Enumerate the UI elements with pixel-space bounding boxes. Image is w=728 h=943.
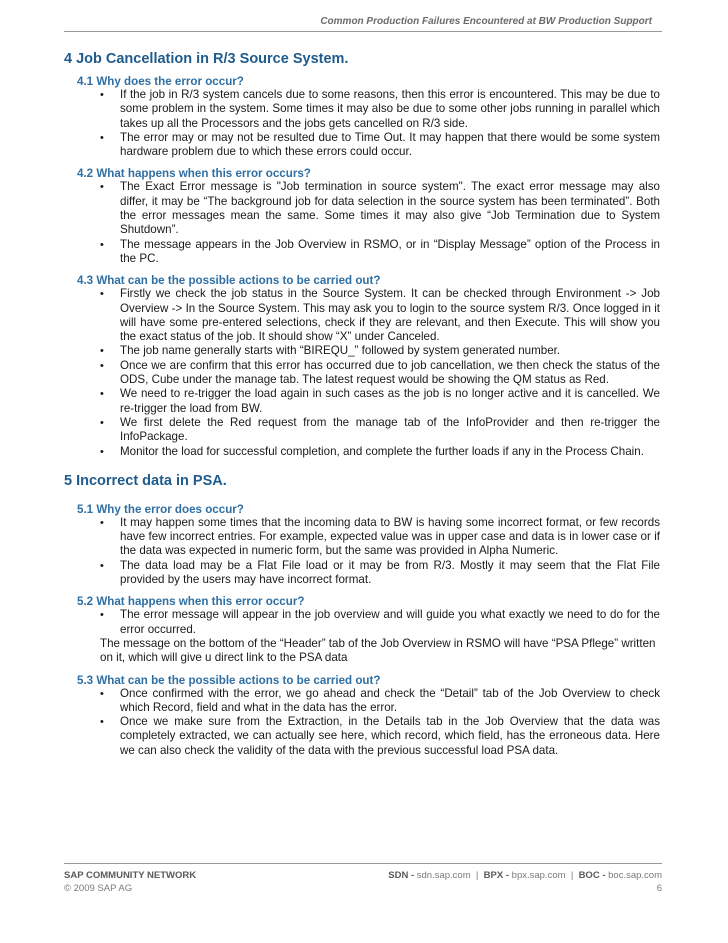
list-item: • The error may or may not be resulted due to Time Out. It may happen that there would be some system hardware problem due to which these errors could occur. [64, 131, 662, 160]
subsection-4-2-list [64, 180, 662, 266]
list-item: • The Exact Error message is "Job termination in source system". The exact error message may also differ, it may be “The background job for data selection in the source system has been terminated”. Both the error messages mean the same. Some times it may also give “Job Termination due to System Shutdown”. [64, 180, 662, 237]
list-item: • The message appears in the Job Overview in RSMO, or in “Display Message” option of the Process in the PC. [64, 238, 662, 267]
list-item: • We need to re-trigger the load again in such cases as the job is no longer active and it is cancelled. We re-trigger the load from BW. [64, 387, 662, 416]
footer-separator: | [570, 870, 574, 881]
list-item: • We first delete the Red request from the manage tab of the InfoProvider and then re-trigger the InfoPackage. [64, 416, 662, 445]
list-item: • The job name generally starts with “BIREQU_” followed by system generated number. [64, 344, 662, 358]
list-item: • Monitor the load for successful completion, and complete the further loads if any in the Process Chain. [64, 445, 662, 459]
sdn-label: SDN - [388, 870, 415, 881]
bpx-label: BPX - [483, 870, 510, 881]
subsection-4-1-list [64, 88, 662, 159]
subsection-4-1-heading: 4.1 Why does the error occur? [77, 75, 244, 88]
page-header-title: Common Production Failures Encountered at BW Production Support [320, 16, 652, 27]
boc-link[interactable]: boc.sap.com [608, 870, 662, 881]
subsection-5-2-list [64, 608, 662, 637]
subsection-5-3-heading: 5.3 What can be the possible actions to be carried out? [77, 673, 381, 687]
subsection-5-1-heading: 5.1 Why the error does occur? [77, 502, 244, 516]
header-divider [64, 31, 662, 32]
footer-divider [64, 863, 662, 864]
footer-network: SAP COMMUNITY NETWORK [64, 870, 197, 881]
bpx-link[interactable]: bpx.sap.com [511, 870, 566, 881]
section-5-heading: 5 Incorrect data in PSA. [64, 472, 227, 489]
subsection-4-2-heading: 4.2 What happens when this error occurs? [77, 167, 311, 181]
list-item: • Once we are confirm that this error has occurred due to job cancellation, we then check the status of the ODS, Cube under the manage tab. The latest request would be showing the QM status as Red. [64, 359, 662, 388]
psa-pflege-note: The message on the bottom of the “Header” tab of the Job Overview in RSMO will have “PSA Pflege” written on it, which will give u direct link to the PSA data [100, 636, 656, 665]
list-item: • It may happen some times that the incoming data to BW is having some incorrect format, or few records have few incorrect entries. For example, expected value was in upper case and data is in lower case or if the data was expected in numeric form, but the same was provided in Alpha Numeric. [64, 516, 662, 559]
list-item: • Firstly we check the job status in the Source System. It can be checked through Environment -> Job Overview -> In the Source System. This may ask you to login to the source system R/3. Once logged in it will have some pre-entered selections, check if they are relevant, and then Execute. This will show you the exact status of the job. It should show “X” under Canceled. [64, 287, 662, 344]
list-item: • The data load may be a Flat File load or it may be from R/3. Mostly it may seem that the Flat File provided by the users may have incorrect format. [64, 559, 662, 588]
subsection-4-3-heading: 4.3 What can be the possible actions to be carried out? [77, 274, 381, 288]
list-item: • Once we make sure from the Extraction, in the Details tab in the Job Overview that the data was completely extracted, we can actually see here, which record, which field, has the erroneous data. Here we can also check the validity of the data with the previous successful load PSA data. [64, 715, 662, 758]
subsection-5-3-list [64, 687, 662, 758]
list-item: • If the job in R/3 system cancels due to some reasons, then this error is encountered. This may be due to some problem in the system. Some times it may also be due to some other jobs running in parallel which takes up all the Processors and the jobs gets cancelled on R/3 side. [64, 88, 662, 131]
footer-separator: | [475, 870, 479, 881]
list-item: • The error message will appear in the job overview and will guide you what exactly we need to do for the error occurred. [64, 608, 662, 637]
subsection-5-2-heading: 5.2 What happens when this error occur? [77, 595, 305, 609]
boc-label: BOC - [578, 870, 606, 881]
subsection-5-1-list [64, 516, 662, 587]
copyright: © 2009 SAP AG [64, 883, 133, 894]
footer-links [388, 870, 662, 881]
page-number: 6 [656, 883, 662, 894]
document-body [64, 51, 662, 758]
subsection-4-3-list [64, 287, 662, 459]
section-4-heading: 4 Job Cancellation in R/3 Source System. [64, 51, 349, 67]
sdn-link[interactable]: sdn.sap.com [416, 870, 471, 881]
list-item: • Once confirmed with the error, we go ahead and check the “Detail” tab of the Job Overview to check which Record, field and what in the data has the error. [64, 687, 662, 716]
